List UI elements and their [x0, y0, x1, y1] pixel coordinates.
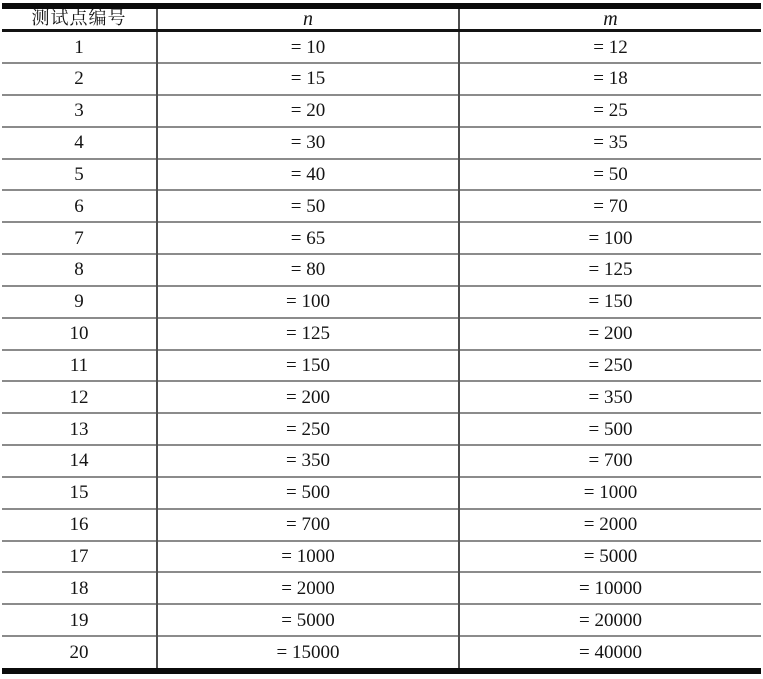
m-value-cell: = 350 [588, 386, 633, 408]
m-value-cell: = 250 [588, 354, 633, 376]
m-value-cell: = 5000 [583, 545, 638, 567]
table-row [2, 350, 761, 382]
table-row [2, 636, 761, 671]
test-point-id-cell: 5 [2, 159, 157, 191]
test-point-id-cell: 4 [2, 127, 157, 159]
m-value-cell: = 35 [593, 132, 628, 154]
test-point-id-cell: 14 [2, 445, 157, 477]
n-value-cell: = 250 [157, 413, 459, 445]
test-point-id-cell: 16 [2, 509, 157, 541]
table-row [2, 445, 761, 477]
table-row [2, 190, 761, 222]
table-row [2, 127, 761, 159]
n-value-cell: = 5000 [157, 604, 459, 636]
m-value-cell: = 12 [593, 36, 628, 58]
n-value-cell: = 700 [157, 509, 459, 541]
test-point-id-cell: 12 [2, 381, 157, 413]
test-point-id-cell: 13 [2, 413, 157, 445]
m-value-cell: = 20000 [579, 609, 642, 631]
n-value-cell: = 200 [157, 381, 459, 413]
table-row [2, 63, 761, 95]
n-value-cell: = 20 [157, 95, 459, 127]
test-point-id-cell: 9 [2, 286, 157, 318]
n-value-cell: = 30 [157, 127, 459, 159]
n-value-cell: = 100 [157, 286, 459, 318]
test-point-id-cell: 15 [2, 477, 157, 509]
test-point-id-cell: 3 [2, 95, 157, 127]
table-row [2, 286, 761, 318]
m-value-cell: = 150 [588, 291, 633, 313]
table-row [2, 572, 761, 604]
m-value-cell: = 700 [588, 450, 633, 472]
header-row [2, 6, 761, 31]
m-value-cell: = 40000 [579, 641, 642, 663]
table-row [2, 159, 761, 191]
column-header-test-point-id: 测试点编号 [2, 6, 157, 31]
column-header-m: m [603, 8, 618, 30]
test-point-id-cell: 1 [2, 31, 157, 64]
table-row [2, 254, 761, 286]
m-value-cell: = 25 [593, 100, 628, 122]
table-row [2, 318, 761, 350]
n-value-cell: = 40 [157, 159, 459, 191]
column-header-n: n [157, 6, 459, 31]
table-row [2, 541, 761, 573]
m-value-cell: = 10000 [579, 577, 642, 599]
test-point-id-cell: 7 [2, 222, 157, 254]
n-value-cell: = 150 [157, 350, 459, 382]
test-point-id-cell: 10 [2, 318, 157, 350]
test-point-id-cell: 8 [2, 254, 157, 286]
n-value-cell: = 500 [157, 477, 459, 509]
table-row [2, 509, 761, 541]
n-value-cell: = 2000 [157, 572, 459, 604]
table-row [2, 31, 761, 64]
n-value-cell: = 350 [157, 445, 459, 477]
m-value-cell: = 125 [588, 259, 633, 281]
n-value-cell: = 65 [157, 222, 459, 254]
table-header [2, 6, 761, 31]
test-point-id-cell: 19 [2, 604, 157, 636]
n-value-cell: = 10 [157, 31, 459, 64]
m-value-cell: = 2000 [583, 514, 638, 536]
test-point-id-cell: 18 [2, 572, 157, 604]
test-point-id-cell: 6 [2, 190, 157, 222]
table-row [2, 477, 761, 509]
test-point-id-cell: 20 [2, 636, 157, 671]
n-value-cell: = 1000 [157, 541, 459, 573]
table-row [2, 604, 761, 636]
table-row [2, 381, 761, 413]
m-value-cell: = 100 [588, 227, 633, 249]
test-points-table [2, 3, 761, 674]
test-point-id-cell: 2 [2, 63, 157, 95]
table-row [2, 413, 761, 445]
n-value-cell: = 80 [157, 254, 459, 286]
table-row [2, 222, 761, 254]
n-value-cell: = 125 [157, 318, 459, 350]
m-value-cell: = 1000 [583, 482, 638, 504]
m-value-cell: = 50 [593, 163, 628, 185]
table-body [2, 31, 761, 672]
n-value-cell: = 50 [157, 190, 459, 222]
m-value-cell: = 500 [588, 418, 633, 440]
test-point-id-cell: 17 [2, 541, 157, 573]
m-value-cell: = 200 [588, 323, 633, 345]
m-value-cell: = 18 [593, 68, 628, 90]
n-value-cell: = 15 [157, 63, 459, 95]
test-point-id-cell: 11 [2, 350, 157, 382]
n-value-cell: = 15000 [157, 636, 459, 671]
table-row [2, 95, 761, 127]
m-value-cell: = 70 [593, 195, 628, 217]
